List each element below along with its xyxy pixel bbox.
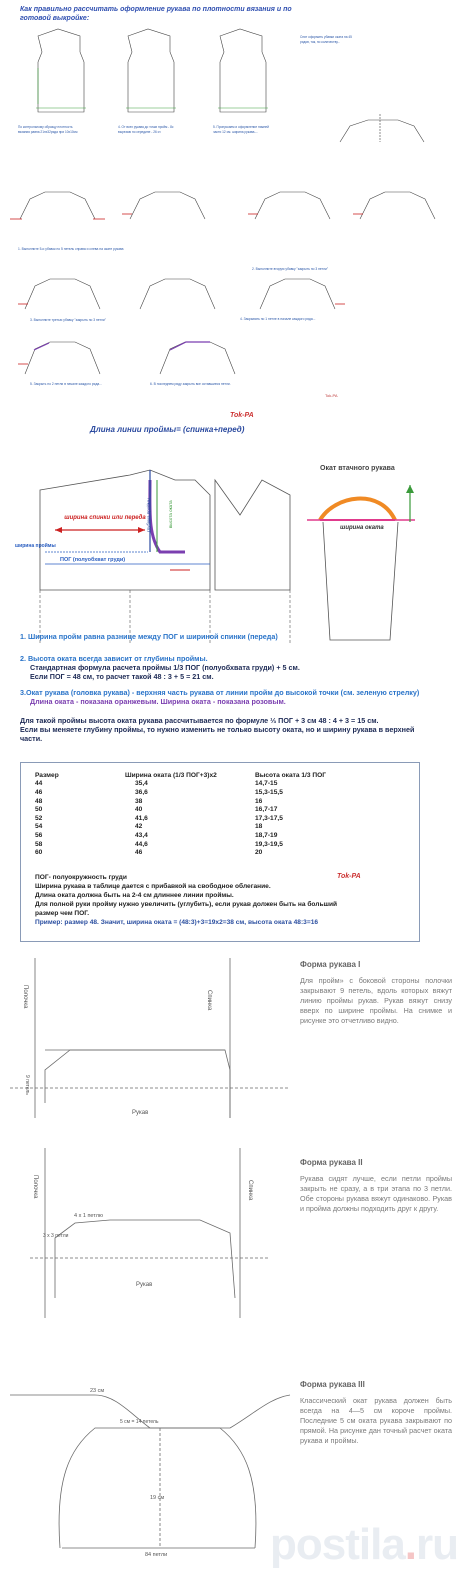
form2-label-top: 4 x 1 петлю: [74, 1213, 104, 1219]
section-knitting-calc: [0, 0, 460, 410]
table-cell: 18: [255, 823, 263, 831]
item-3: 3.Окат рукава (головка рукава) - верхняя часть рукава от линии пройм до высокой точки (см. зеленую стрелку) Длина оката - показана оранжевым. Ширина оката - показана розовым.: [20, 688, 420, 706]
table-cell: 54: [35, 823, 43, 831]
size-table-box: [20, 762, 420, 942]
table-cell: 41,6: [135, 814, 148, 822]
table-row: [35, 848, 375, 857]
form1-label-right: Спинка: [206, 990, 212, 1011]
svg-text:5. Пропускаем и оформление ниж: 5. Пропускаем и оформление нижней: [213, 125, 269, 129]
label-shirina-proymy: ширина проймы: [15, 543, 56, 549]
label-okat: Окат втачного рукава: [320, 465, 395, 472]
table-cell: 46: [135, 849, 143, 857]
table-cell: 16: [255, 797, 263, 805]
table-row: [35, 831, 375, 840]
svg-text:6. В последнем ряду закрыть вс: 6. В последнем ряду закрыть все оставшиеся петли.: [150, 382, 231, 386]
form2-label-right: Спинка: [247, 1180, 253, 1201]
table-cell: 38: [135, 797, 143, 805]
table-cell: 44,6: [135, 840, 148, 848]
table-watermark: Tok-PA: [337, 873, 361, 880]
form2-label-left: Полочка: [32, 1175, 38, 1199]
svg-text:Tok-PA: Tok-PA: [325, 393, 338, 398]
form1-label-side: 9 петель: [24, 1075, 30, 1095]
table-cell: 18,7-19: [255, 831, 278, 839]
table-cell: 50: [35, 806, 43, 814]
table-cell: 44: [35, 780, 43, 788]
table-notes: ПОГ- полуокружность груди Ширина рукава в таблице дается с прибавкой на свободное облегание. Длина оката должна быть на 2-4 см длиннее линии проймы. Для полной руки пройму нужно увеличить (углубить), если рукав должен быть на больший размер чем ПОГ. Пример: размер 48. Значит, ширина оката = (48:3)+3=19x2=38 см, высота оката 48:3=16: [35, 874, 338, 926]
svg-text:5. Закрыть по 2 петли в начал: 5. Закрыть по 2 петли в начале каждого ряда...: [30, 382, 102, 386]
section-armhole: [0, 410, 460, 660]
table-cell: 46: [35, 788, 43, 796]
svg-text:Снят оформить убавки оката на: Снят оформить убавки оката на 45: [300, 35, 352, 39]
svg-text:4. От всех рукава до точки про: 4. От всех рукава до точки пройм - 8с: [118, 125, 174, 129]
table-cell: 42: [135, 823, 143, 831]
label-shirina-spinki: ширина спинки или переда: [64, 515, 146, 521]
table-row: [35, 780, 375, 789]
bodice-outline-2: [126, 29, 176, 112]
table-row: [35, 788, 375, 797]
table-cell: 14,7-15: [255, 780, 278, 788]
table-cell: 43,4: [135, 831, 148, 839]
label-shirina-okata: ширина оката: [340, 525, 384, 531]
table-cell: 20: [255, 849, 263, 857]
table-cell: 40: [135, 806, 143, 814]
form1-title: Форма рукава I: [300, 960, 361, 969]
purple-segments: [34, 342, 210, 350]
svg-text:части 12 см. ширина рукава-...: части 12 см. ширина рукава-...: [213, 130, 259, 134]
bodice-outline-3: [218, 29, 268, 112]
table-cell: 19,3-19,5: [255, 840, 283, 848]
svg-text:4. Закрывать по 1 петле в нач: 4. Закрывать по 1 петле в начале каждого ряда...: [240, 317, 316, 321]
svg-text:По контрольному образцу плотно: По контрольному образцу плотность: [18, 125, 73, 129]
notes-text-blocks: [18, 35, 352, 134]
watermark-toka: Tok-PA: [230, 412, 254, 419]
form-3-drawing: [10, 1395, 290, 1548]
form3-label-bottom: 84 петли: [145, 1552, 168, 1558]
item-1: 1. Ширина пройм равна разнице между ПОГ и шириной спинки (переда): [20, 632, 278, 641]
table-cell: 36,6: [135, 788, 148, 796]
form3-label-height: 19 см: [150, 1495, 165, 1501]
svg-text:вязания равна 21пх32ряда при 1: вязания равна 21пх32ряда при 10х10см: [18, 130, 78, 134]
armhole-diagram-title: Длина линии проймы= (спинка+перед): [90, 425, 245, 434]
table-row: [35, 823, 375, 832]
form1-label-left: Полочка: [22, 985, 28, 1009]
item-4: Для такой проймы высота оката рукава рассчитывается по формуле ⅓ ПОГ + 3 см 48 : 4 + 3 = 15 см. Если вы меняете глубину проймы, то нужно изменить не только высоту оката, но и ширину рукава в верхней части.: [20, 716, 415, 743]
form3-label-top: 23 см: [90, 1388, 105, 1394]
table-row: [35, 797, 375, 806]
table-row: [35, 814, 375, 823]
table-cell: 35,4: [135, 780, 148, 788]
pattern-diagrams: [0, 24, 460, 404]
label-glubina: глубина проймы: [146, 497, 151, 532]
table-cell: 52: [35, 814, 43, 822]
form1-label-center: Рукав: [132, 1110, 149, 1116]
site-watermark: postila.ru: [270, 1520, 459, 1569]
sleeve-cap-calc: [340, 114, 424, 142]
cap-steps: [20, 192, 435, 374]
table-cell: 56: [35, 831, 43, 839]
label-vysota: высота оката: [168, 500, 173, 528]
table-row: [35, 805, 375, 814]
size-table: [35, 771, 375, 857]
form2-label-side: 3 x 3 петли: [43, 1233, 69, 1239]
form-1-drawing: [10, 958, 290, 1118]
table-cell: 48: [35, 797, 43, 805]
section-explanations: [0, 628, 460, 743]
svg-text:вырезаю по середине - 26 ст.: вырезаю по середине - 26 ст.: [118, 130, 162, 134]
form2-label-center: Рукав: [136, 1282, 153, 1288]
table-cell: 58: [35, 840, 43, 848]
label-pog: ПОГ (полуобхват груди): [60, 557, 126, 563]
form2-text: Рукава сидят лучше, если петли проймы закрыть не сразу, а в три этапа по 3 петли. Обе стороны рукава вяжут одинаково. Рукав и пройма должны подходить друг к другу.: [300, 1174, 452, 1213]
form1-text: Для пройм» с боковой стороны полочки закрывают 9 петель, вдоль которых вяжут линию проймы рукав. Рукав вяжут снизу вверх по ширине проймы. На снимке и рисунке это отчетливо видно.: [300, 976, 452, 1025]
table-row: [35, 840, 375, 849]
table-cell: 60: [35, 849, 43, 857]
form3-title: Форма рукава III: [300, 1380, 365, 1389]
steps-captions: [18, 247, 329, 386]
item-2: 2. Высота оката всегда зависит от глубины проймы. Стандартная формула расчета проймы 1/3 ПОГ (полуобхвата груди) + 5 см. Если ПОГ = 48 см, то расчет такой 48 : 3 + 5 = 21 см.: [20, 654, 300, 681]
bodice-outline-1: [36, 29, 86, 112]
svg-text:рядов, так, по количеству...: рядов, так, по количеству...: [300, 40, 341, 44]
table-cell: 17,3-17,5: [255, 814, 283, 822]
table-header: Размер Ширина оката (1/3 ПОГ+3)x2 Высота оката 1/3 ПОГ: [35, 771, 326, 779]
forms-diagrams: [0, 958, 300, 1582]
form3-label-inner: 5 см = 14 петель: [120, 1419, 159, 1425]
form2-title: Форма рукава II: [300, 1158, 363, 1167]
svg-text:2. Выполните вторую убавку "за: 2. Выполните вторую убавку "закрыть по 3 петли": [252, 267, 329, 271]
form3-text: Классический окат рукава должен быть всегда на 4—5 см короче проймы. Последние 5 см оката рукава закрывают по прямой. На рисунке дан точный расчет оката рукава и проймы.: [300, 1396, 452, 1445]
garment-diagram: [0, 440, 460, 655]
svg-text:3. Выполните третью убавку "з: 3. Выполните третью убавку "закрыть по 3 петли": [30, 318, 106, 322]
table-cell: 15,3-15,5: [255, 788, 283, 796]
svg-text:1. Выполните 5-и убавок по 5 п: 1. Выполните 5-и убавок по 5 петель справа и слева на окате рукава: [18, 247, 124, 251]
page-title: Как правильно рассчитать оформление рукава по плотности вязания и по готовой выкройке:: [20, 6, 292, 22]
table-cell: 16,7-17: [255, 806, 278, 814]
